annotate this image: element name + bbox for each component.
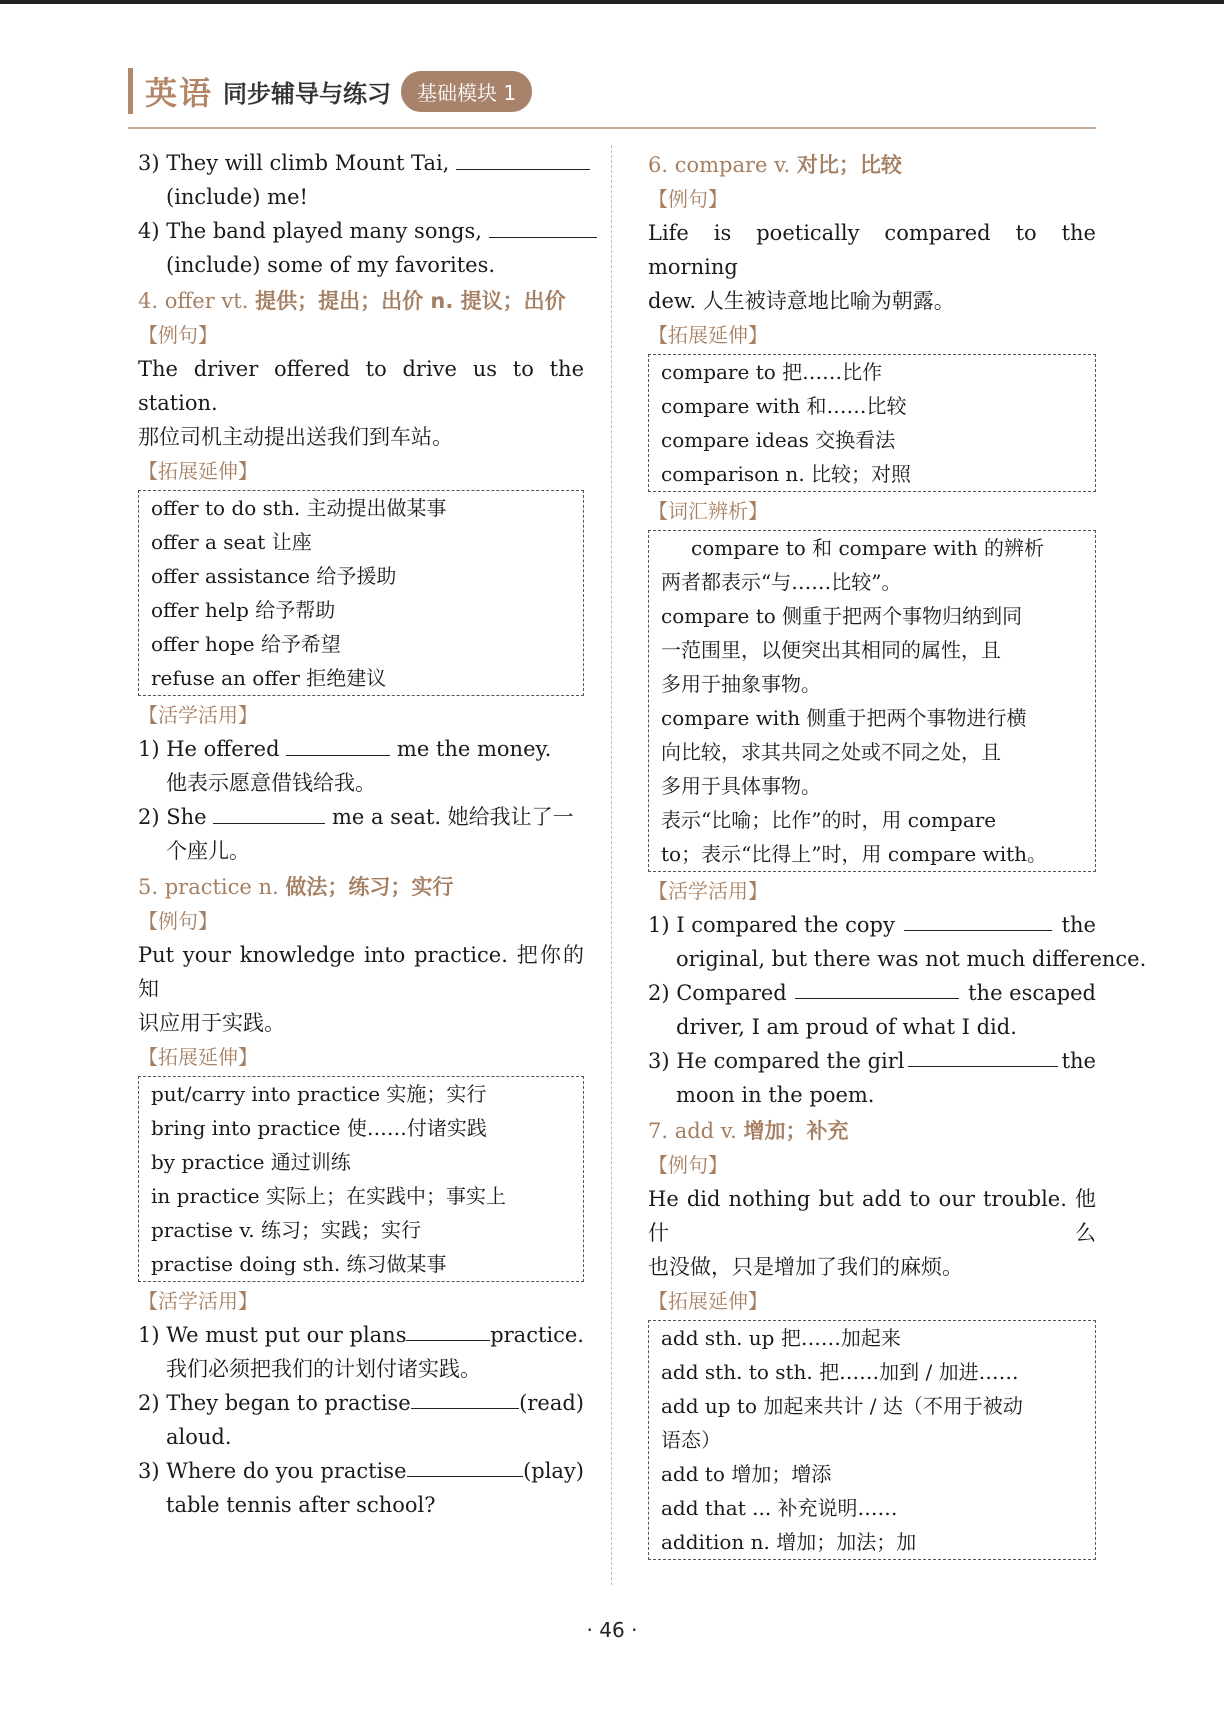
practice-label: 【活学活用】: [138, 1289, 258, 1313]
distinction-label: 【词汇辨析】: [648, 499, 768, 523]
answer-blank[interactable]: [411, 1386, 520, 1409]
top-border: [0, 0, 1224, 4]
example-sentence: He did nothing but add to our trouble. 他什么: [648, 1187, 1096, 1245]
exercise-line: table tennis after school?: [166, 1493, 436, 1517]
exercise-line: original, but there was not much difference.: [676, 947, 1147, 971]
example-translation: 那位司机主动提出送我们到车站。: [138, 425, 453, 449]
exercise-line: driver, I am proud of what I did.: [676, 1015, 1017, 1039]
extension-item: offer hope 给予希望: [151, 632, 341, 656]
distinction-line: compare to 侧重于把两个事物归纳到同: [661, 604, 1023, 628]
answer-blank[interactable]: [407, 1454, 524, 1477]
exercise-line: 1) I compared the copy the: [648, 908, 1096, 942]
example-label: 【例句】: [138, 909, 218, 933]
example-label: 【例句】: [138, 323, 218, 347]
distinction-line: 一范围里，以便突出其相同的属性，且: [661, 638, 1001, 662]
extension-label: 【拓展延伸】: [648, 323, 768, 347]
page-number: · 46 ·: [586, 1618, 638, 1642]
extension-label: 【拓展延伸】: [138, 1045, 258, 1069]
extension-item: by practice 通过训练: [151, 1150, 351, 1174]
answer-blank[interactable]: [489, 215, 597, 238]
extension-item: add up to 加起来共计 / 达（不用于被动: [661, 1394, 1023, 1418]
exercise-line: (include) me!: [166, 185, 308, 209]
extension-item: in practice 实际上；在实践中；事实上: [151, 1184, 506, 1208]
extension-item: bring into practice 使……付诸实践: [151, 1116, 487, 1140]
practice-label: 【活学活用】: [648, 879, 768, 903]
header-title: 英语: [145, 74, 214, 112]
extension-item: compare ideas 交换看法: [661, 428, 896, 452]
header-rule: [128, 127, 1096, 129]
extension-item: compare with 和……比较: [661, 394, 907, 418]
entry-heading-practice: 5. practice n. 做法；练习；实行: [138, 875, 454, 899]
exercise-line: (include) some of my favorites.: [166, 253, 496, 277]
exercise-line: 3) They will climb Mount Tai,: [138, 146, 584, 180]
exercise-line: 4) The band played many songs,: [138, 214, 584, 248]
distinction-line: 向比较，求其共同之处或不同之处，且: [661, 740, 1001, 764]
page-header: [128, 66, 532, 116]
example-label: 【例句】: [648, 187, 728, 211]
extension-item: comparison n. 比较；对照: [661, 462, 912, 486]
example-sentence: Life is poetically compared to the morning: [648, 221, 1096, 279]
distinction-line: 两者都表示“与……比较”。: [661, 570, 902, 594]
exercise-translation: 我们必须把我们的计划付诸实践。: [166, 1357, 481, 1381]
exercise-line: 3) Where do you practise (play): [138, 1454, 584, 1488]
answer-blank[interactable]: [286, 733, 390, 756]
entry-heading-offer: 4. offer vt. 提供；提出；出价 n. 提议；出价: [138, 289, 566, 313]
exercise-line: 1) He offered me the money.: [138, 732, 584, 766]
answer-blank[interactable]: [213, 801, 325, 824]
extension-item: offer help 给予帮助: [151, 598, 336, 622]
example-translation: dew. 人生被诗意地比喻为朝露。: [648, 289, 955, 313]
exercise-line: 3) He compared the girl the: [648, 1044, 1096, 1078]
extension-item: 语态）: [661, 1428, 721, 1452]
extension-item: add to 增加；增添: [661, 1462, 832, 1486]
practice-label: 【活学活用】: [138, 703, 258, 727]
extension-item: practise v. 练习；实践；实行: [151, 1218, 422, 1242]
column-divider: [611, 145, 612, 1585]
extension-label: 【拓展延伸】: [648, 1289, 768, 1313]
extension-item: addition n. 增加；加法；加: [661, 1530, 917, 1554]
distinction-box: [648, 530, 1096, 872]
distinction-line: to；表示“比得上”时，用 compare with。: [661, 842, 1048, 866]
distinction-line: compare with 侧重于把两个事物进行横: [661, 706, 1027, 730]
example-label: 【例句】: [648, 1153, 728, 1177]
header-accent-bar: [128, 68, 133, 114]
answer-blank[interactable]: [456, 147, 590, 170]
distinction-line: 表示“比喻；比作”的时，用 compare: [661, 808, 997, 832]
example-sentence: Put your knowledge into practice. 把你的知: [138, 943, 584, 1001]
extension-item: offer assistance 给予援助: [151, 564, 397, 588]
extension-item: refuse an offer 拒绝建议: [151, 666, 387, 690]
extension-box: [138, 490, 584, 696]
exercise-line: aloud.: [166, 1425, 232, 1449]
answer-blank[interactable]: [908, 1044, 1058, 1067]
extension-item: add that ... 补充说明……: [661, 1496, 898, 1520]
example-sentence: The driver offered to drive us to the station.: [138, 357, 584, 415]
extension-box: [138, 1076, 584, 1282]
extension-box: [648, 354, 1096, 492]
answer-blank[interactable]: [904, 908, 1052, 931]
exercise-line: 2) They began to practise (read): [138, 1386, 584, 1420]
example-translation: 也没做，只是增加了我们的麻烦。: [648, 1255, 963, 1279]
exercise-line: 2) She me a seat. 她给我让了一: [138, 800, 584, 834]
answer-blank[interactable]: [406, 1318, 490, 1341]
exercise-line: 1) We must put our plans practice.: [138, 1318, 584, 1352]
extension-item: offer a seat 让座: [151, 530, 312, 554]
header-subtitle: 同步辅导与练习: [223, 79, 392, 108]
extension-box: [648, 1320, 1096, 1560]
entry-heading-add: 7. add v. 增加；补充: [648, 1119, 849, 1143]
extension-item: put/carry into practice 实施；实行: [151, 1082, 487, 1106]
answer-blank[interactable]: [795, 976, 959, 999]
left-column: [138, 146, 584, 1522]
exercise-translation: 他表示愿意借钱给我。: [166, 771, 376, 795]
extension-item: practise doing sth. 练习做某事: [151, 1252, 447, 1276]
distinction-line: compare to 和 compare with 的辨析: [691, 536, 1044, 560]
right-column: [648, 146, 1147, 1562]
header-badge: 基础模块 1: [401, 71, 532, 112]
distinction-line: 多用于具体事物。: [661, 774, 821, 798]
exercise-line: 2) Compared the escaped: [648, 976, 1096, 1010]
extension-item: add sth. up 把……加起来: [661, 1326, 901, 1350]
extension-label: 【拓展延伸】: [138, 459, 258, 483]
extension-item: offer to do sth. 主动提出做某事: [151, 496, 447, 520]
extension-item: add sth. to sth. 把……加到 / 加进……: [661, 1360, 1019, 1384]
extension-item: compare to 把……比作: [661, 360, 883, 384]
distinction-line: 多用于抽象事物。: [661, 672, 821, 696]
example-translation: 识应用于实践。: [138, 1011, 285, 1035]
exercise-line: moon in the poem.: [676, 1083, 875, 1107]
exercise-translation: 个座儿。: [166, 839, 250, 863]
entry-heading-compare: 6. compare v. 对比；比较: [648, 153, 902, 177]
